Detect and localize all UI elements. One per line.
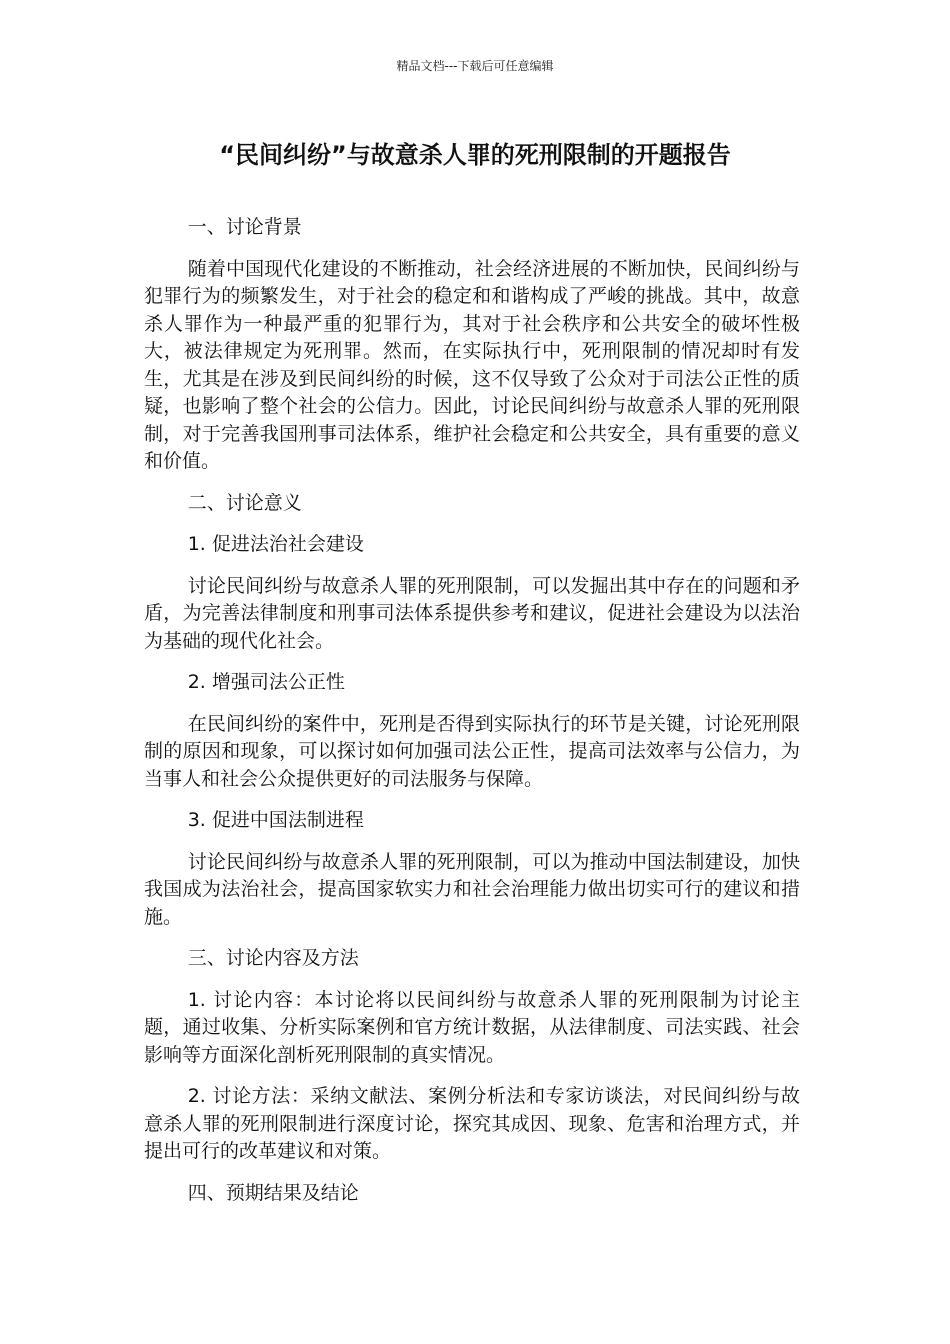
- page-header: 精品文档---下载后可任意编辑: [396, 59, 554, 73]
- body-paragraph-legal-progress: 讨论民间纠纷与故意杀人罪的死刑限制，可以为推动中国法制建设，加快我国成为法治社会，提高国家软实力和社会治理能力做出切实可行的建议和措施。: [144, 850, 800, 928]
- body-paragraph-content: 1. 讨论内容：本讨论将以民间纠纷与故意杀人罪的死刑限制为讨论主题，通过收集、分析实际案例和官方统计数据，从法律制度、司法实践、社会影响等方面深化剖析死刑限制的真实情况。: [144, 988, 800, 1066]
- section-heading-content-methods: 三、讨论内容及方法: [187, 947, 359, 969]
- body-paragraph-judicial-fairness: 在民间纠纷的案件中，死刑是否得到实际执行的环节是关键，讨论死刑限制的原因和现象，可以探讨如何加强司法公正性，提高司法效率与公信力，为当事人和社会公众提供更好的司法服务与保障。: [144, 712, 800, 790]
- body-paragraph-rule-of-law: 讨论民间纠纷与故意杀人罪的死刑限制，可以发掘出其中存在的问题和矛盾，为完善法律制度和刑事司法体系提供参考和建议，促进社会建设为以法治为基础的现代化社会。: [144, 574, 800, 652]
- section-heading-background: 一、讨论背景: [187, 216, 302, 238]
- document-title: “民间纠纷”与故意杀人罪的死刑限制的开题报告: [219, 141, 731, 169]
- body-paragraph-background: 随着中国现代化建设的不断推动，社会经济进展的不断加快，民间纠纷与犯罪行为的频繁发生，对于社会的稳定和和谐构成了严峻的挑战。其中，故意杀人罪作为一种最严重的犯罪行为，其对于社会秩序和公共安全的破坏性极大，被法律规定为死刑罪。然而，在实际执行中，死刑限制的情况却时有发生，尤其是在涉及到民间纠纷的时候，这不仅导致了公众对于司法公正性的质疑，也影响了整个社会的公信力。因此，讨论民间纠纷与故意杀人罪的死刑限制，对于完善我国刑事司法体系，维护社会稳定和公共安全，具有重要的意义和价值。: [144, 257, 800, 472]
- section-heading-expected-results: 四、预期结果及结论: [187, 1181, 359, 1204]
- subheading-rule-of-law: 1. 促进法治社会建设: [187, 533, 364, 555]
- subheading-judicial-fairness: 2. 增强司法公正性: [187, 671, 345, 693]
- section-heading-significance: 二、讨论意义: [187, 491, 302, 514]
- document-body: [144, 214, 800, 1221]
- subheading-legal-progress: 3. 促进中国法制进程: [187, 809, 364, 831]
- body-paragraph-methods: 2. 讨论方法：采纳文献法、案例分析法和专家访谈法，对民间纠纷与故意杀人罪的死刑限制进行深度讨论，探究其成因、现象、危害和治理方式，并提出可行的改革建议和对策。: [144, 1085, 800, 1162]
